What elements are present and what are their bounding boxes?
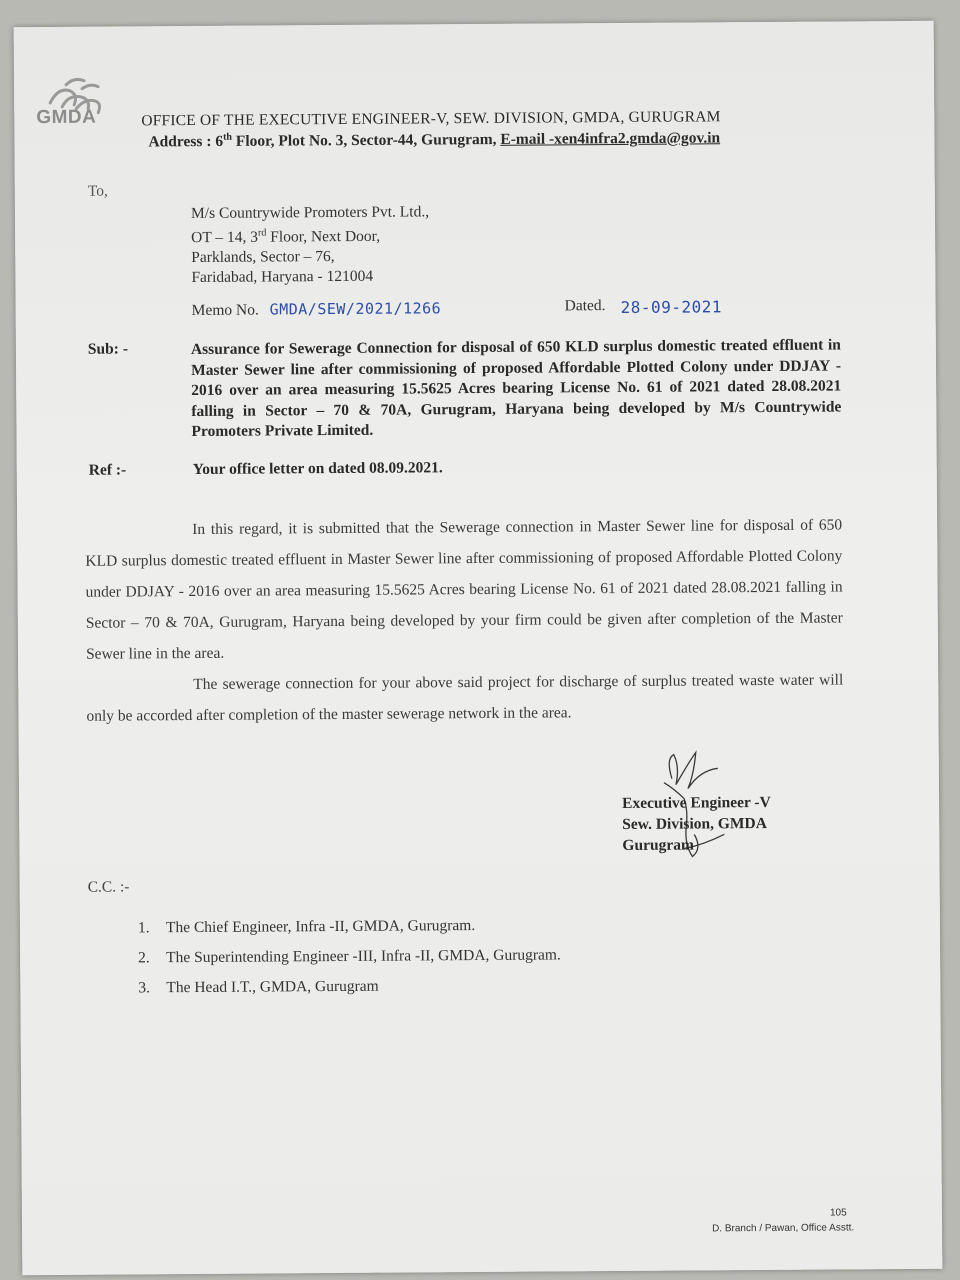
cc-item-number: 2. [138,949,150,967]
cc-item-text: The Superintending Engineer -III, Infra -II, GMDA, Gurugram. [166,946,561,967]
recipient-line-2-pre: OT – 14, 3 [191,228,259,247]
page-number: 105 [829,1207,847,1219]
body-paragraph-2: The sewerage connection for your above said project for discharge of surplus treated waste water will only be accorded after completion of the master sewerage network in the area. [86,671,844,725]
address-rest: Floor, Plot No. 3, Sector-44, Gurugram, [231,130,501,150]
recipient-address [191,202,430,288]
cc-item [138,910,561,943]
ref-text: Your office letter on dated 08.09.2021. [192,459,443,478]
cc-item [138,970,561,1003]
recipient-line-4: Faridabad, Haryana - 121004 [191,267,374,287]
address-floor-sup: th [223,131,233,143]
office-title: OFFICE OF THE EXECUTIVE ENGINEER-V, SEW. DIVISION, GMDA, GURUGRAM [141,108,721,130]
office-address [148,128,720,151]
email-link[interactable]: E-mail -xen4infra2.gmda@gov.in [500,129,721,148]
cc-label: C.C. :- [87,878,130,896]
dated-label: Dated. [564,297,606,315]
body-paragraph-1: In this regard, it is submitted that the Sewerage connection in Master Sewer line for disposal of 650 KLD surplus domestic treated effluent in Master Sewer line after commissioning of proposed Affordable Plotted Colony under DDJAY - 2016 over an area measuring 15.5625 Acres bearing License No. 61 of 2021 dated 28.08.2021 falling in Sector – 70 & 70A, Gurugram, Haryana being developed by your firm could be given after completion of the Master Sewer line in the area. [85,516,843,663]
recipient-line-2-post: Floor, Next Door, [266,227,381,246]
recipient-line-1: M/s Countrywide Promoters Pvt. Ltd., [190,203,430,222]
signatory-city: Gurugram [622,836,694,854]
cc-item-number: 1. [137,919,150,937]
recipient-line-2-sup: rd [257,227,267,239]
signatory-division: Sew. Division, GMDA [622,814,767,833]
recipient-line-2 [191,222,429,248]
recipient-line-3: Parklands, Sector – 76, [191,248,335,267]
ref-label: Ref :- [88,461,127,479]
address-label: Address : [148,133,212,151]
cc-item [138,940,561,973]
logo-text: GMDA [36,106,97,129]
cc-item-number: 3. [138,979,151,997]
signature-block [622,792,771,856]
to-label: To, [87,182,108,200]
memo-date: 28-09-2021 [620,297,723,317]
cc-item-text: The Head I.T., GMDA, Gurugram [166,977,379,997]
footer-note: D. Branch / Pawan, Office Asstt. [712,1222,855,1235]
signatory-title: Executive Engineer -V [622,793,771,812]
memo-number: GMDA/SEW/2021/1266 [269,299,442,319]
letter-page [14,21,943,1275]
subject-text: Assurance for Sewerage Connection for disposal of 650 KLD surplus domestic treated effluent in Master Sewer line after commissioning of proposed Affordable Plotted Colony under DDJAY - 2016 over an area measuring 15.5625 Acres bearing License No. 61 of 2021 dated 28.08.2021 falling in Sector – 70 & 70A, Gurugram, Haryana being developed by M/s Countrywide Promoters Private Limited. [190,336,842,440]
memo-label: Memo No. [191,301,259,319]
subject-label: Sub: - [87,340,129,358]
cc-list [138,910,561,1003]
cc-item-text: The Chief Engineer, Infra -II, GMDA, Gurugram. [165,917,476,937]
address-floor-num: 6 [215,132,224,150]
